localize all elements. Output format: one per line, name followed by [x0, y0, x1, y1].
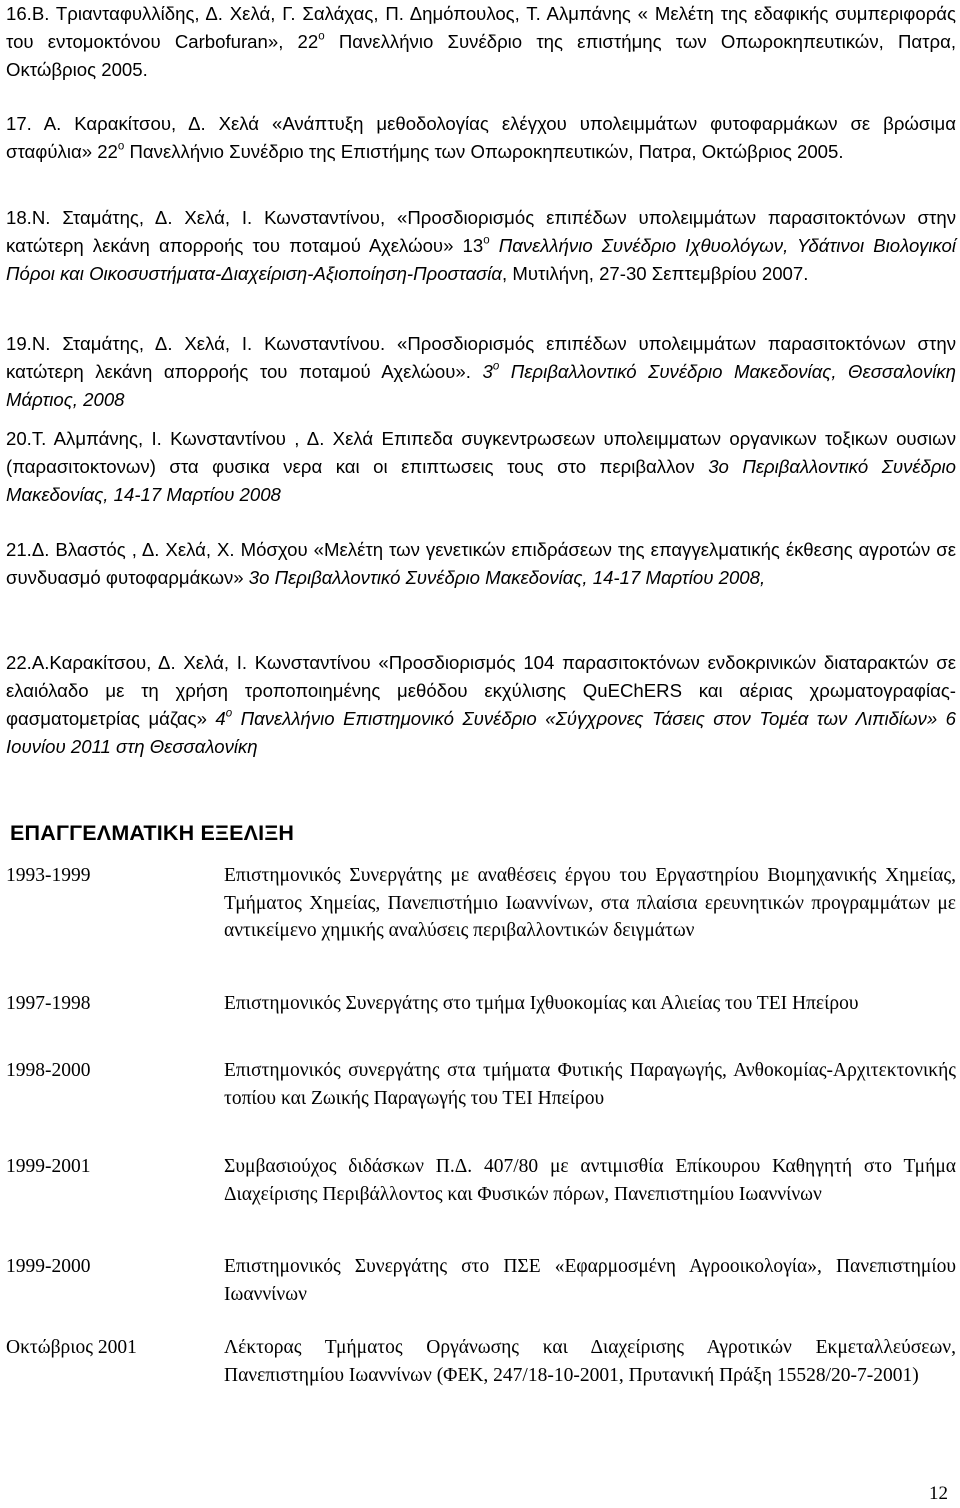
career-period: 1998-2000: [6, 1060, 91, 1081]
reference-text: Πανελλήνιο Συνέδριο της Επιστήμης των Οπωροκηπευτικών, Πατρα, Οκτώβριος 2005.: [124, 140, 844, 162]
superscript: ο: [318, 30, 325, 43]
reference-text: 21.Δ. Βλαστός , Δ. Χελά, Χ. Μόσχου «Μελέτη των γενετικών επιδράσεων της επαγγελματικής έκθεσης αγροτών σε συνδυασμό φυτοφαρμάκων»: [6, 539, 956, 588]
superscript: ο: [483, 234, 490, 247]
section-heading: ΕΠΑΓΓΕΛΜΑΤΙΚΗ ΕΞΕΛΙΞΗ: [10, 821, 295, 845]
career-entry: [6, 1153, 956, 1208]
reference-text: 19.Ν. Σταμάτης, Δ. Χελά, Ι. Κωνσταντίνου. «Προσδιορισμός επιπέδων υπολειμμάτων παρασιτοκτόνων στην κατώτερη λεκάνη απορροής του ποταμού Αχελώου».: [6, 333, 956, 382]
career-description: Επιστημονικός συνεργάτης στα τμήματα Φυτικής Παραγωγής, Ανθοκομίας-Αρχιτεκτονικής τοπίου και Ζωικής Παραγωγής του ΤΕΙ Ηπείρου: [224, 1060, 956, 1109]
reference-venue: 3: [482, 360, 493, 382]
career-entry: [6, 1057, 956, 1112]
reference-16: [6, 0, 956, 84]
career-period: 1997-1998: [6, 993, 91, 1014]
career-period: 1993-1999: [6, 865, 91, 886]
reference-20: [6, 425, 956, 509]
reference-text: 20.Τ. Αλμπάνης, Ι. Κωνσταντίνου , Δ. Χελά Επιπεδα συγκεντρωσεων υπολειμματων οργανικων τοξικων ουσιων (παρασιτοκτονων) στα φυσικα νερα και οι επιπτωσεις τους στο περιβαλλον: [6, 428, 956, 477]
reference-17: [6, 110, 956, 166]
career-period: 1999-2000: [6, 1256, 91, 1277]
reference-text: 22.Α.Καρακίτσου, Δ. Χελά, Ι. Κωνσταντίνου «Προσδιορισμός 104 παρασιτοκτόνων ενδοκρινικών διαταρακτών σε ελαιόλαδο με τη χρήση τροποποιημένης μεθόδου εκχύλισης QuEChERS και αέριας χρωματογραφίας- φασματομετρίας μάζας»: [6, 652, 956, 729]
career-description: Συμβασιούχος διδάσκων Π.Δ. 407/80 με αντιμισθία Επίκουρου Καθηγητή στο Τμήμα Διαχείρισης Περιβάλλοντος και Φυσικών πόρων, Πανεπιστημίου Ιωαννίνων: [224, 1156, 956, 1205]
career-period: 1999-2001: [6, 1156, 91, 1177]
career-entry: [6, 1334, 956, 1389]
career-entry: [6, 1253, 956, 1308]
career-entry: [6, 990, 956, 1018]
reference-venue: Πανελλήνιο Συνέδριο Ιχθυολόγων, Υδάτινοι Βιολογικοί Πόροι και Οικοσυστήματα-Διαχείριση-Αξιοποίηση-Προστασία: [6, 234, 957, 284]
career-period: Οκτώβριος 2001: [6, 1337, 137, 1358]
superscript: ο: [492, 360, 500, 373]
superscript: ο: [117, 140, 125, 153]
reference-text: , Μυτιλήνη, 27-30 Σεπτεμβρίου 2007.: [502, 262, 809, 284]
reference-19: [6, 330, 956, 414]
career-description: Επιστημονικός Συνεργάτης με αναθέσεις έργου του Εργαστηρίου Βιομηχανικής Χημείας, Τμήματος Χημείας, Πανεπιστήμιο Ιωαννίνων, στα πλαίσια ερευνητικών προγραμμάτων με αντικείμενο χημικής αναλύσεις περιβαλλοντικών δειγμάτων: [224, 865, 956, 942]
reference-venue: 3ο Περιβαλλοντικό Συνέδριο Μακεδονίας, 14-17 Μαρτίου 2008: [6, 455, 956, 505]
reference-venue: Πανελλήνιο Επιστημονικό Συνέδριο «Σύγχρονες Τάσεις στον Τομέα των Λιπιδίων» 6 Ιουνίου 2011 στη Θεσσαλονίκη: [6, 707, 957, 757]
reference-21: [6, 536, 956, 592]
career-description: Λέκτορας Τμήματος Οργάνωσης και Διαχείρισης Αγροτικών Εκμεταλλεύσεων, Πανεπιστημίου Ιωαννίνων (ΦΕΚ, 247/18-10-2001, Πρυτανική Πράξη 15528/20-7-2001): [224, 1337, 956, 1386]
reference-text: Πανελλήνιο Συνέδριο της επιστήμης των Οπωροκηπευτικών, Πατρα, Οκτώβριος 2005.: [6, 30, 956, 80]
reference-text: 17. Α. Καρακίτσου, Δ. Χελά «Ανάπτυξη μεθοδολογίας ελέγχου υπολειμμάτων φυτοφαρμάκων σε βρώσιμα σταφύλια» 22: [6, 113, 956, 162]
reference-22: [6, 649, 956, 761]
reference-venue: Περιβαλλοντικό Συνέδριο Μακεδονίας, Θεσσαλονίκη Μάρτιος, 2008: [6, 360, 956, 410]
reference-text: 16.Β. Τριανταφυλλίδης, Δ. Χελά, Γ. Σαλάχας, Π. Δημόπουλος, Τ. Αλμπάνης « Μελέτη της εδαφικής συμπεριφοράς του εντομοκτόνου Carbofuran», 22: [6, 3, 956, 52]
career-description: Επιστημονικός Συνεργάτης στο τμήμα Ιχθυοκομίας και Αλιείας του ΤΕΙ Ηπείρου: [224, 993, 859, 1014]
reference-venue: 3ο Περιβαλλοντικό Συνέδριο Μακεδονίας, 14-17 Μαρτίου 2008,: [248, 566, 766, 588]
reference-text: 18.Ν. Σταμάτης, Δ. Χελά, Ι. Κωνσταντίνου, «Προσδιορισμός επιπέδων υπολειμμάτων παρασιτοκτόνων στην κατώτερη λεκάνη απορροής του ποταμού Αχελώου» 13: [6, 207, 956, 256]
reference-venue: 4: [215, 707, 226, 729]
page-number: 12: [929, 1483, 948, 1504]
career-entry: [6, 862, 956, 945]
superscript: ο: [225, 707, 233, 720]
career-description: Επιστημονικός Συνεργάτης στο ΠΣΕ «Εφαρμοσμένη Αγροοικολογία», Πανεπιστημίου Ιωαννίνων: [224, 1256, 956, 1305]
reference-18: [6, 204, 956, 288]
